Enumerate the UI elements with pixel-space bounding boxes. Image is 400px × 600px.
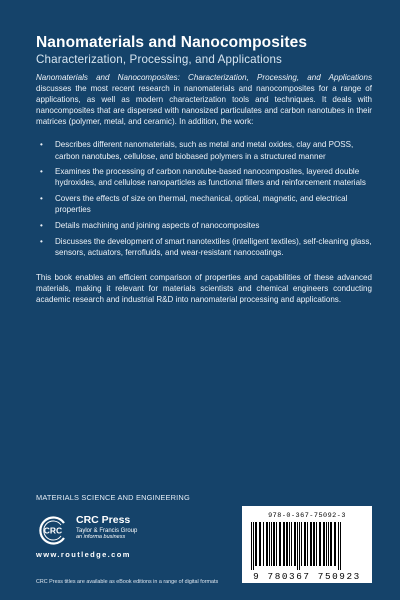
barcode-bar	[289, 522, 290, 566]
barcode-bar	[271, 522, 272, 566]
bullet-icon: •	[40, 236, 43, 246]
isbn-barcode	[242, 506, 372, 583]
barcode-bar	[323, 522, 325, 566]
publisher-block	[76, 515, 137, 540]
barcode-bar	[294, 522, 296, 566]
feature-text: Discusses the development of smart nanotextiles (intelligent textiles), self-cleaning glass, sensors, actuators, ferrofluids, and wear-resistant nanocoatings.	[55, 236, 372, 257]
barcode-bar	[316, 522, 317, 566]
barcode-bar	[330, 522, 332, 566]
barcode-bar	[313, 522, 315, 566]
intro-title-italic: Nanomaterials and Nanocomposites: Characterization, Processing, and Applications	[36, 73, 372, 82]
feature-item	[36, 166, 372, 188]
barcode-bar	[326, 522, 327, 566]
barcode-bar	[273, 522, 275, 566]
barcode-bar	[253, 522, 254, 570]
back-cover-description	[36, 72, 372, 305]
barcode-bar	[291, 522, 292, 566]
feature-item	[36, 236, 372, 258]
bullet-icon: •	[40, 167, 43, 177]
barcode-bar	[310, 522, 312, 566]
barcode-bar	[279, 522, 281, 566]
barcode-bar	[334, 522, 336, 566]
barcode-bar	[251, 522, 252, 570]
crc-press-logo-icon	[36, 515, 70, 545]
barcode-bar	[319, 522, 321, 566]
book-subtitle: Characterization, Processing, and Applications	[36, 53, 282, 66]
barcode-bar	[286, 522, 288, 566]
bullet-icon: •	[40, 140, 43, 150]
barcode-bar	[266, 522, 268, 566]
intro-text: discusses the most recent research in nanomaterials and nanocomposites for a range of applications, as well as modern characterization tools and techniques. It deals with nanocomposites that are dispersed with nanosized particulates and carbon nanotubes in their matrices (polymer, metal, and ceramic). In addition, the work:	[36, 84, 372, 127]
publisher-group: Taylor & Francis Group	[76, 527, 138, 534]
barcode-bar	[338, 522, 339, 570]
barcode-bar	[301, 522, 302, 566]
barcode-bar	[328, 522, 329, 566]
isbn-bottom-text: 9 780367 750923	[253, 571, 361, 582]
barcode-bar	[259, 522, 261, 566]
bullet-icon: •	[40, 194, 43, 204]
feature-text: Describes different nanomaterials, such as metal and metal oxides, clay and POSS, carbon nanotubes, cellulose, and biobased polymers in a structured manner	[55, 140, 354, 161]
barcode-bar	[297, 522, 298, 570]
feature-list	[36, 139, 372, 258]
closing-paragraph: This book enables an efficient comparison of properties and capabilities of these advanced materials, making it relevant for materials scientists and chemical engineers conducting academic research and industrial R&D into nanomaterial processing and applications.	[36, 273, 372, 305]
feature-text: Examines the processing of carbon nanotube-based nanocomposites, layered double hydroxides, and cellulose nanoparticles as functional fillers and reinforcement materials	[55, 167, 366, 188]
ebook-note: CRC Press titles are available as eBook editions in a range of digital formats	[36, 579, 219, 585]
publisher-website: www.routledge.com	[36, 550, 131, 559]
publisher-informa: an informa business	[76, 533, 126, 540]
barcode-bar	[340, 522, 341, 570]
barcode-bar	[307, 522, 308, 566]
barcode-bar	[255, 522, 257, 566]
barcode-bar	[299, 522, 300, 570]
book-title: Nanomaterials and Nanocomposites	[36, 34, 308, 51]
feature-text: Details machining and joining aspects of nanocomposites	[55, 221, 260, 231]
barcode-bar	[269, 522, 270, 566]
barcode-bars	[251, 522, 363, 570]
barcode-bar	[276, 522, 277, 566]
barcode-bar	[304, 522, 306, 566]
isbn-top-text: 978-0-367-75092-3	[268, 512, 346, 520]
feature-text: Covers the effects of size on thermal, mechanical, optical, magnetic, and electrical properties	[55, 194, 348, 215]
feature-item	[36, 139, 372, 161]
intro-paragraph	[36, 72, 372, 127]
feature-item	[36, 193, 372, 215]
series-label: MATERIALS SCIENCE AND ENGINEERING	[36, 493, 190, 502]
publisher-name: CRC Press	[76, 514, 131, 526]
barcode-bar	[263, 522, 264, 566]
feature-item	[36, 220, 372, 231]
barcode-bar	[283, 522, 285, 566]
logo-text: CRC	[43, 525, 63, 536]
bullet-icon: •	[40, 221, 43, 231]
